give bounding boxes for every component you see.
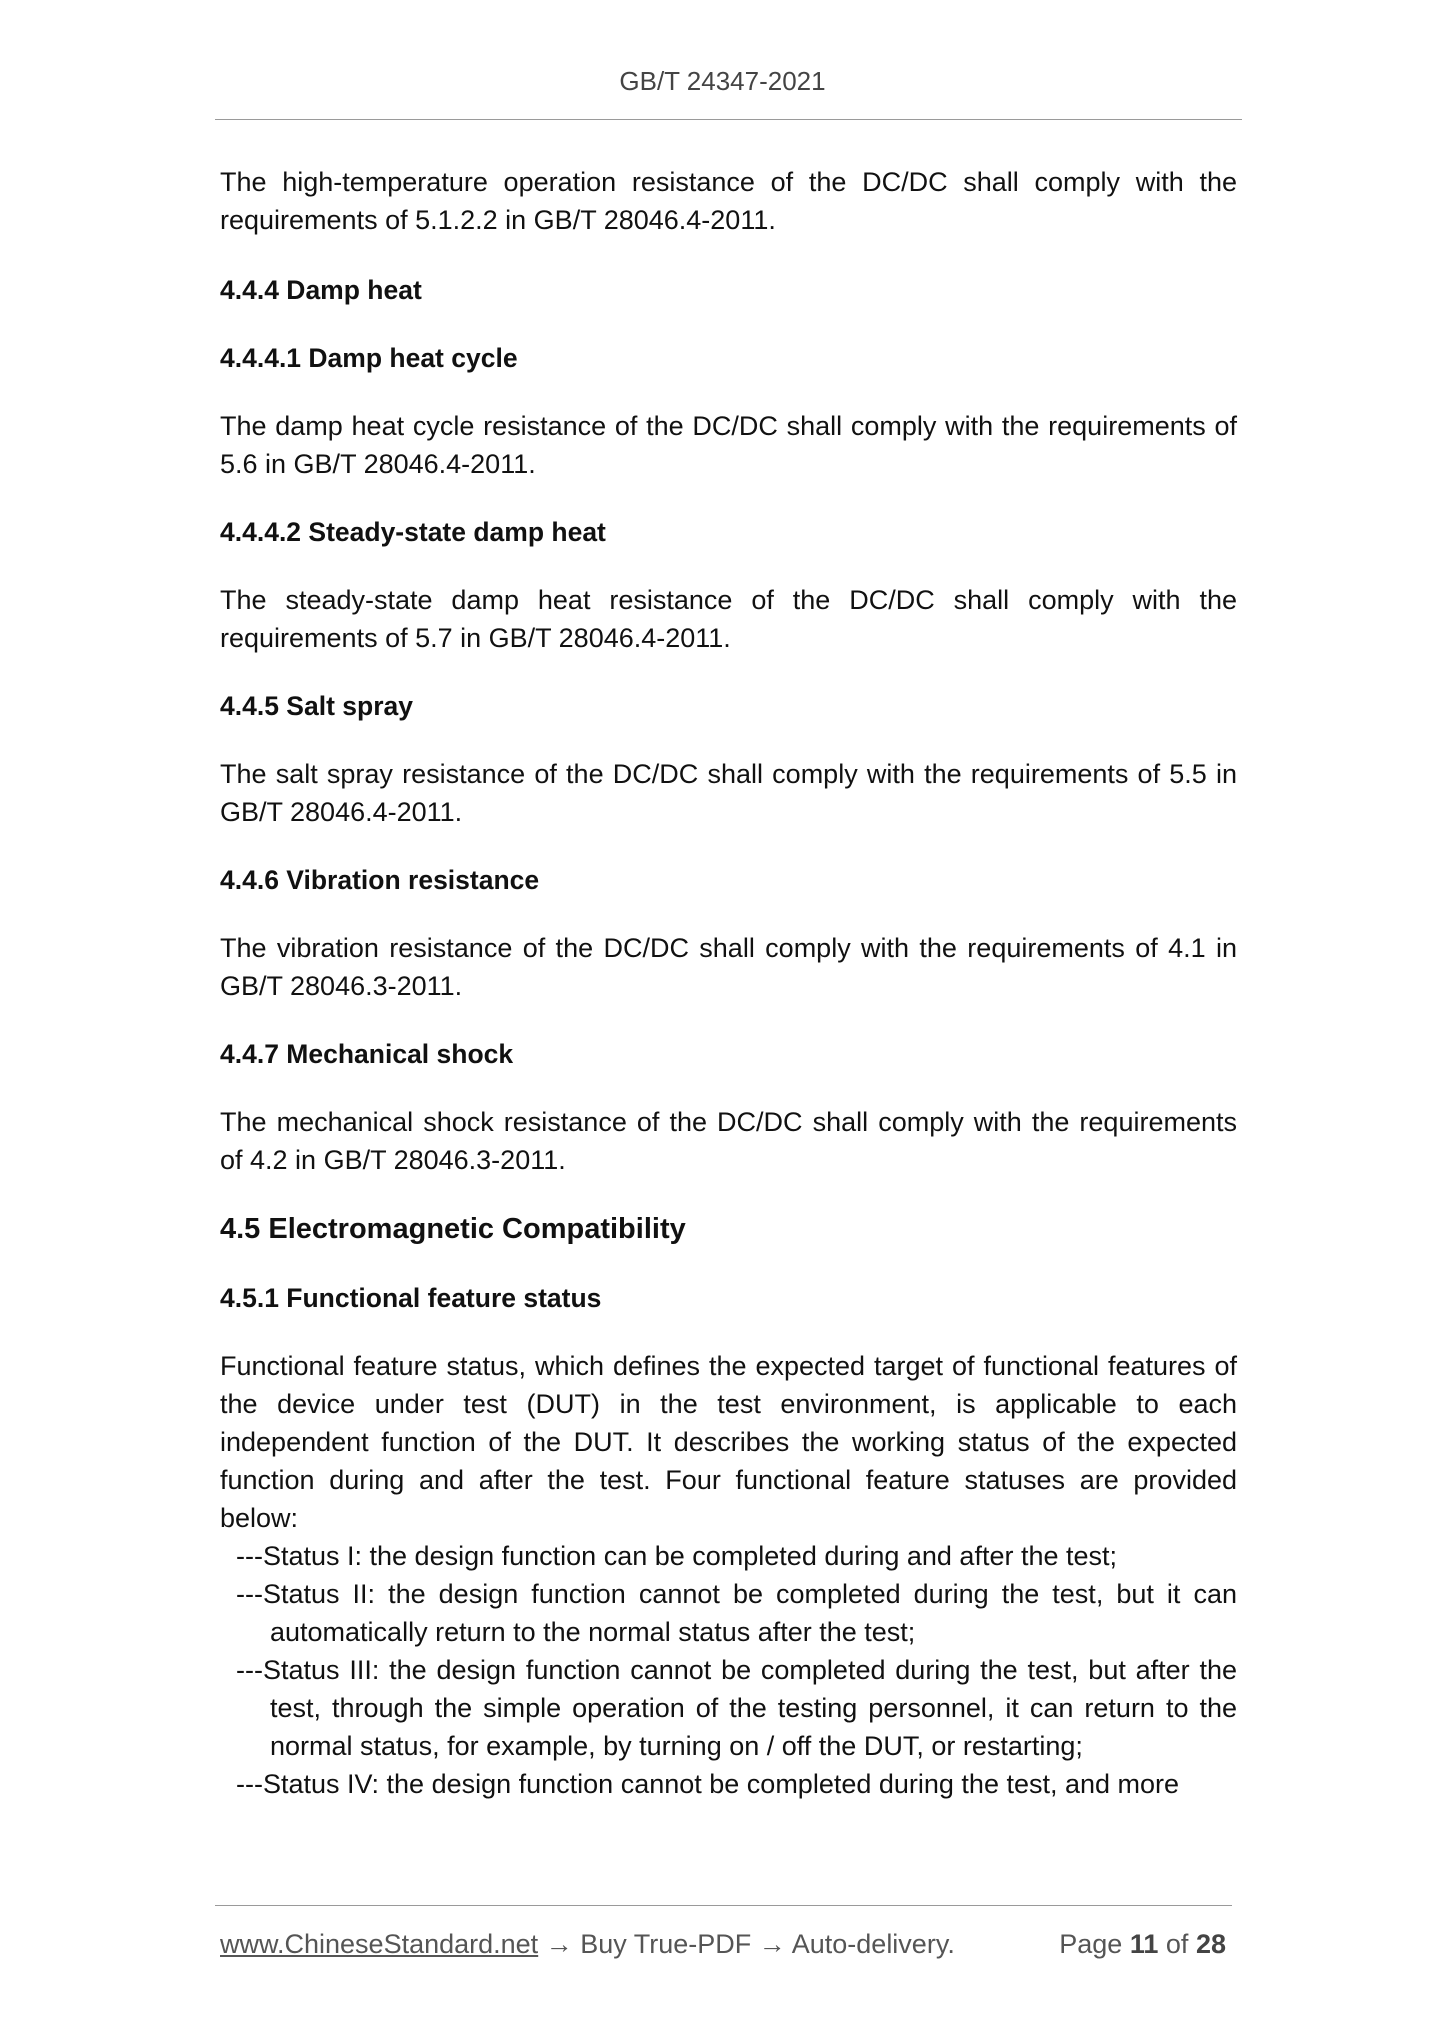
section-heading-4-4-4-2: 4.4.4.2 Steady-state damp heat xyxy=(220,517,606,547)
status-list-item: ---Status II: the design function cannot be completed during the test, but it can automatically return to the normal status after the test; xyxy=(236,1579,1237,1647)
page-total: 28 xyxy=(1195,1929,1226,1959)
document-body xyxy=(220,163,1237,1803)
footer-divider xyxy=(215,1905,1232,1906)
paragraph: The steady-state damp heat resistance of the DC/DC shall comply with the requirements of 5.7 in GB/T 28046.4-2011. xyxy=(220,585,1237,653)
page-current: 11 xyxy=(1129,1929,1159,1959)
running-header: GB/T 24347-2021 xyxy=(619,66,826,96)
page-label: Page xyxy=(1059,1929,1123,1959)
paragraph: Functional feature status, which defines the expected target of functional features of the device under test (DUT) in the test environment, is applicable to each independent function of the DUT. It describes the working status of the expected function during and after the test. Four functional feature statuses are provided below: xyxy=(220,1351,1237,1533)
page-footer xyxy=(220,1929,1232,1960)
section-heading-4-4-4: 4.4.4 Damp heat xyxy=(220,275,422,305)
paragraph: The vibration resistance of the DC/DC shall comply with the requirements of 4.1 in GB/T 28046.3-2011. xyxy=(220,933,1237,1001)
header-divider xyxy=(215,119,1242,120)
paragraph: The damp heat cycle resistance of the DC/DC shall comply with the requirements of 5.6 in GB/T 28046.4-2011. xyxy=(220,411,1237,479)
paragraph: The high-temperature operation resistance of the DC/DC shall comply with the requirements of 5.1.2.2 in GB/T 28046.4-2011. xyxy=(220,167,1237,235)
section-heading-4-4-7: 4.4.7 Mechanical shock xyxy=(220,1039,514,1069)
section-heading-4-4-6: 4.4.6 Vibration resistance xyxy=(220,865,540,895)
page-number xyxy=(1059,1929,1226,1960)
promo-text: → Buy True-PDF → Auto-delivery. xyxy=(538,1929,955,1959)
section-heading-4-4-5: 4.4.5 Salt spray xyxy=(220,691,413,721)
status-list-item: ---Status IV: the design function cannot be completed during the test, and more xyxy=(236,1769,1180,1799)
paragraph: The salt spray resistance of the DC/DC shall comply with the requirements of 5.5 in GB/T 28046.4-2011. xyxy=(220,759,1237,827)
paragraph: The mechanical shock resistance of the DC/DC shall comply with the requirements of 4.2 in GB/T 28046.3-2011. xyxy=(220,1107,1237,1175)
section-heading-4-4-4-1: 4.4.4.1 Damp heat cycle xyxy=(220,343,518,373)
section-heading-4-5: 4.5 Electromagnetic Compatibility xyxy=(220,1213,686,1245)
section-heading-4-5-1: 4.5.1 Functional feature status xyxy=(220,1283,602,1313)
status-list-item: ---Status I: the design function can be completed during and after the test; xyxy=(236,1541,1118,1571)
status-list-item: ---Status III: the design function cannot be completed during the test, but after the test, through the simple operation of the testing personnel, it can return to the normal status, for example, by turning on / off the DUT, or restarting; xyxy=(236,1655,1237,1761)
page-of: of xyxy=(1165,1929,1189,1959)
website-link[interactable]: www.ChineseStandard.net xyxy=(220,1929,539,1959)
